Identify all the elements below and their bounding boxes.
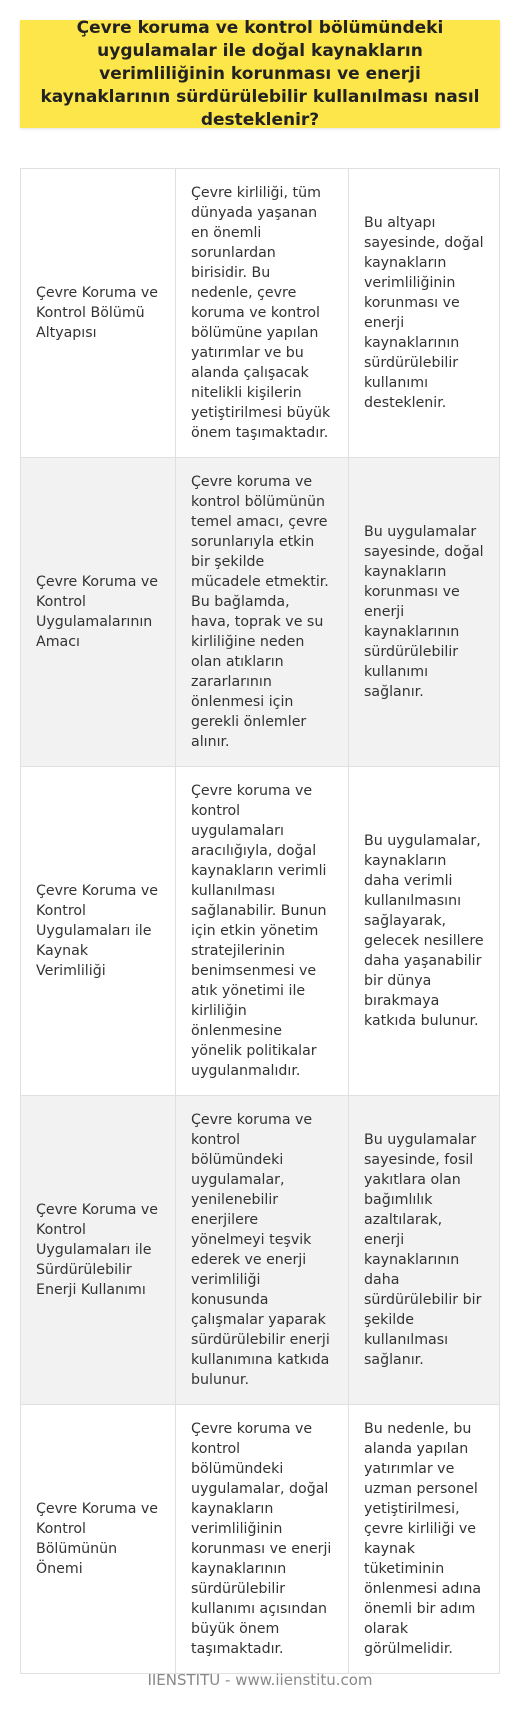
description-cell: Çevre koruma ve kontrol bölümünün temel amacı, çevre sorunlarıyla etkin bir şekilde mücadele etmektir. Bu bağlamda, hava, toprak ve su kirliliğine neden olan atıkların zararlarının önlenmesi için gerekli önlemler alınır.	[176, 458, 349, 767]
table-row	[21, 169, 500, 458]
topic-cell: Çevre Koruma ve Kontrol Bölümü Altyapısı	[21, 169, 176, 458]
result-cell: Bu uygulamalar sayesinde, doğal kaynakların korunması ve enerji kaynaklarının sürdürülebilir kullanımı sağlanır.	[349, 458, 500, 767]
table-row	[21, 1096, 500, 1405]
result-cell: Bu nedenle, bu alanda yapılan yatırımlar ve uzman personel yetiştirilmesi, çevre kirliliği ve kaynak tüketiminin önlenmesi adına önemli bir adım olarak görülmelidir.	[349, 1405, 500, 1674]
description-cell: Çevre koruma ve kontrol uygulamaları aracılığıyla, doğal kaynakların verimli kullanılması sağlanabilir. Bunun için etkin yönetim stratejilerinin benimsenmesi ve atık yönetimi ile kirliliğin önlenmesine yönelik politikalar uygulanmalıdır.	[176, 767, 349, 1096]
table-row	[21, 767, 500, 1096]
topic-cell: Çevre Koruma ve Kontrol Bölümünün Önemi	[21, 1405, 176, 1674]
topic-cell: Çevre Koruma ve Kontrol Uygulamalarının Amacı	[21, 458, 176, 767]
title-banner	[20, 17, 500, 130]
description-cell: Çevre koruma ve kontrol bölümündeki uygulamalar, doğal kaynakların verimliliğinin korunması ve enerji kaynaklarının sürdürülebilir kullanımı açısından büyük önem taşımaktadır.	[176, 1405, 349, 1674]
topic-cell: Çevre Koruma ve Kontrol Uygulamaları ile Kaynak Verimliliği	[21, 767, 176, 1096]
topic-cell: Çevre Koruma ve Kontrol Uygulamaları ile Sürdürülebilir Enerji Kullanımı	[21, 1096, 176, 1405]
footer-brand: IIENSTITU - www.iienstitu.com	[147, 1671, 373, 1689]
description-cell: Çevre kirliliği, tüm dünyada yaşanan en önemli sorunlardan birisidir. Bu nedenle, çevre koruma ve kontrol bölümüne yapılan yatırımlar ve bu alanda çalışacak nitelikli kişilerin yetiştirilmesi büyük önem taşımaktadır.	[176, 169, 349, 458]
result-cell: Bu uygulamalar, kaynakların daha verimli kullanılmasını sağlayarak, gelecek nesillere daha yaşanabilir bir dünya bırakmaya katkıda bulunur.	[349, 767, 500, 1096]
result-cell: Bu uygulamalar sayesinde, fosil yakıtlara olan bağımlılık azaltılarak, enerji kaynaklarının daha sürdürülebilir bir şekilde kullanılması sağlanır.	[349, 1096, 500, 1405]
description-cell: Çevre koruma ve kontrol bölümündeki uygulamalar, yenilenebilir enerjilere yönelmeyi teşvik ederek ve enerji verimliliği konusunda çalışmalar yaparak sürdürülebilir enerji kullanımına katkıda bulunur.	[176, 1096, 349, 1405]
table-row	[21, 1405, 500, 1674]
page-title: Çevre koruma ve kontrol bölümündeki uygulamalar ile doğal kaynakların verimliliğinin korunması ve enerji kaynaklarının sürdürülebilir kullanılması nasıl desteklenir?	[40, 17, 480, 130]
result-cell: Bu altyapı sayesinde, doğal kaynakların verimliliğinin korunması ve enerji kaynaklarının sürdürülebilir kullanımı desteklenir.	[349, 169, 500, 458]
content-table	[20, 168, 500, 1674]
table-row	[21, 458, 500, 767]
